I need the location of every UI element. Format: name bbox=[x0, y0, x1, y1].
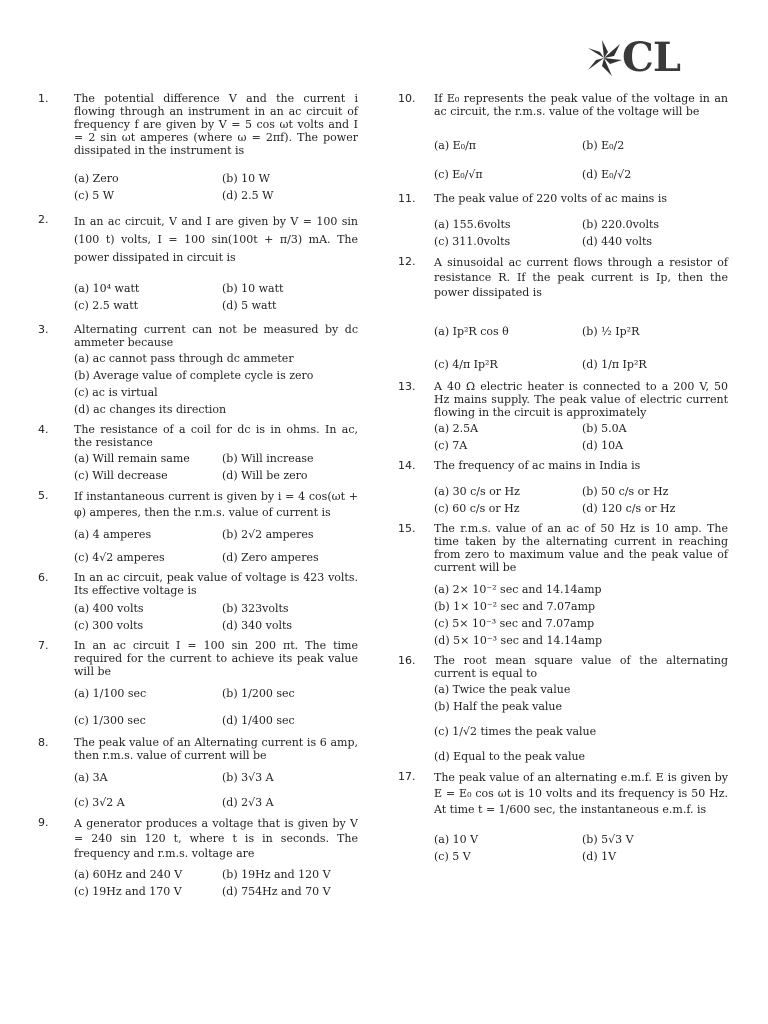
logo-text: CL bbox=[622, 34, 680, 81]
option: (d) ac changes its direction bbox=[74, 403, 227, 416]
question-number: 9. bbox=[38, 816, 49, 829]
question-3 bbox=[38, 323, 358, 417]
option: (a) 10 V bbox=[434, 833, 479, 846]
option: (b) 220.0volts bbox=[582, 218, 660, 231]
option: (c) 1/√2 times the peak value bbox=[434, 725, 597, 738]
question-number: 14. bbox=[398, 459, 416, 472]
question-number: 13. bbox=[398, 380, 416, 393]
question-9 bbox=[38, 816, 358, 899]
option: (b) 10 watt bbox=[222, 282, 284, 295]
option: (b) E₀/2 bbox=[582, 139, 625, 152]
question-number: 8. bbox=[38, 736, 49, 749]
option: (c) Will decrease bbox=[74, 469, 168, 482]
question-number: 1. bbox=[38, 92, 49, 105]
option: (a) 2.5A bbox=[434, 422, 479, 435]
option: (d) 5× 10⁻³ sec and 14.14amp bbox=[434, 634, 603, 647]
option: (d) 440 volts bbox=[582, 235, 653, 248]
option: (d) 2√3 A bbox=[222, 796, 274, 809]
option: (c) 300 volts bbox=[74, 619, 144, 632]
question-text: The peak value of an Alternating current is 6 amp, then r.m.s. value of current will be bbox=[74, 736, 358, 762]
option: (c) ac is virtual bbox=[74, 386, 158, 399]
question-text: The peak value of an alternating e.m.f. E is given by E = E₀ cos ωt is 10 volts and its frequency is 50 Hz. At time t = 1/600 sec, the instantaneous e.m.f. is bbox=[434, 771, 728, 816]
option: (b) 2√2 amperes bbox=[222, 528, 314, 541]
option: (c) 2.5 watt bbox=[74, 299, 139, 312]
option: (a) 2× 10⁻² sec and 14.14amp bbox=[434, 583, 602, 596]
question-5 bbox=[38, 489, 358, 565]
option: (c) 4/π Ip²R bbox=[434, 358, 498, 371]
question-text: In an ac circuit I = 100 sin 200 πt. The time required for the current to achieve its peak value will be bbox=[74, 639, 358, 678]
question-text: If instantaneous current is given by i = 4 cos(ωt + φ) amperes, then the r.m.s. value of current is bbox=[74, 490, 358, 519]
option: (a) E₀/π bbox=[434, 139, 477, 152]
question-15 bbox=[398, 522, 728, 648]
option: (b) 1/200 sec bbox=[222, 687, 295, 700]
question-17 bbox=[398, 770, 728, 864]
question-number: 7. bbox=[38, 639, 49, 652]
option: (b) ½ Ip²R bbox=[582, 325, 640, 338]
option: (a) 400 volts bbox=[74, 602, 144, 615]
question-text: In an ac circuit, peak value of voltage is 423 volts. Its effective voltage is bbox=[74, 571, 358, 597]
option: (a) 10⁴ watt bbox=[74, 282, 140, 295]
option: (d) Zero amperes bbox=[222, 551, 319, 564]
option: (b) 1× 10⁻² sec and 7.07amp bbox=[434, 600, 596, 613]
question-text: A sinusoidal ac current flows through a resistor of resistance R. If the peak current is Ip, then the power dissipated is bbox=[434, 256, 728, 299]
option: (d) 1V bbox=[582, 850, 617, 863]
option: (c) 4√2 amperes bbox=[74, 551, 165, 564]
option: (a) 30 c/s or Hz bbox=[434, 485, 520, 498]
option: (c) 60 c/s or Hz bbox=[434, 502, 520, 515]
option: (d) 1/π Ip²R bbox=[582, 358, 647, 371]
option: (c) 311.0volts bbox=[434, 235, 511, 248]
option: (a) 4 amperes bbox=[74, 528, 152, 541]
question-16 bbox=[398, 654, 728, 764]
question-text: The resistance of a coil for dc is in ohms. In ac, the resistance bbox=[74, 423, 358, 449]
option: (a) Twice the peak value bbox=[434, 683, 571, 696]
option: (d) Will be zero bbox=[222, 469, 308, 482]
question-text: A generator produces a voltage that is given by V = 240 sin 120 t, where t is in seconds. The frequency and r.m.s. voltage are bbox=[74, 817, 358, 860]
question-number: 2. bbox=[38, 213, 49, 226]
option: (c) 3√2 A bbox=[74, 796, 125, 809]
option: (c) 19Hz and 170 V bbox=[74, 885, 182, 898]
question-text: In an ac circuit, V and I are given by V = 100 sin (100 t) volts, I = 100 sin(100t + π/3) mA. The power dissipated in circuit is bbox=[74, 215, 358, 264]
question-number: 16. bbox=[398, 654, 416, 667]
option: (b) 5.0A bbox=[582, 422, 627, 435]
question-2 bbox=[38, 213, 358, 313]
question-12 bbox=[398, 255, 728, 372]
option: (c) 7A bbox=[434, 439, 468, 452]
question-number: 5. bbox=[38, 489, 49, 502]
question-6 bbox=[38, 571, 358, 633]
option: (b) Half the peak value bbox=[434, 700, 563, 713]
option: (c) 5 W bbox=[74, 189, 115, 202]
question-7 bbox=[38, 639, 358, 728]
option: (a) Zero bbox=[74, 172, 119, 185]
option: (d) 120 c/s or Hz bbox=[582, 502, 676, 515]
option: (c) 5 V bbox=[434, 850, 471, 863]
option: (b) Average value of complete cycle is zero bbox=[74, 369, 314, 382]
option: (b) 3√3 A bbox=[222, 771, 274, 784]
question-text: The potential difference V and the current i flowing through an instrument in an ac circuit of frequency f are given by V = 5 cos ωt volts and I = 2 sin ωt amperes (where ω = 2πf). The power dissipated in the instrument is bbox=[74, 92, 358, 157]
option: (d) 5 watt bbox=[222, 299, 277, 312]
option: (b) 323volts bbox=[222, 602, 289, 615]
question-text: The r.m.s. value of an ac of 50 Hz is 10 amp. The time taken by the alternating current in reaching from zero to maximum value and the peak value of current will be bbox=[434, 522, 728, 574]
option: (d) 2.5 W bbox=[222, 189, 274, 202]
option: (c) E₀/√π bbox=[434, 168, 483, 181]
question-number: 11. bbox=[398, 192, 416, 205]
option: (a) 3A bbox=[74, 771, 108, 784]
option: (a) Will remain same bbox=[74, 452, 190, 465]
question-number: 10. bbox=[398, 92, 416, 105]
question-text: If E₀ represents the peak value of the voltage in an ac circuit, the r.m.s. value of the voltage will be bbox=[434, 92, 728, 118]
question-8 bbox=[38, 736, 358, 810]
question-number: 6. bbox=[38, 571, 49, 584]
question-text: A 40 Ω electric heater is connected to a 200 V, 50 Hz mains supply. The peak value of electric current flowing in the circuit is approximately bbox=[434, 380, 728, 419]
option: (a) 60Hz and 240 V bbox=[74, 868, 183, 881]
option: (d) E₀/√2 bbox=[582, 168, 632, 181]
question-number: 15. bbox=[398, 522, 416, 535]
question-number: 4. bbox=[38, 423, 49, 436]
option: (b) 19Hz and 120 V bbox=[222, 868, 331, 881]
question-11 bbox=[398, 192, 728, 249]
option: (b) 5√3 V bbox=[582, 833, 634, 846]
question-text: The root mean square value of the alternating current is equal to bbox=[434, 654, 728, 680]
left-column bbox=[38, 92, 358, 905]
question-number: 17. bbox=[398, 770, 416, 783]
option: (a) 155.6volts bbox=[434, 218, 511, 231]
option: (c) 5× 10⁻³ sec and 7.07amp bbox=[434, 617, 595, 630]
option: (a) Ip²R cos θ bbox=[434, 325, 509, 338]
option: (c) 1/300 sec bbox=[74, 714, 146, 727]
question-1 bbox=[38, 92, 358, 203]
right-column bbox=[398, 92, 728, 870]
question-13 bbox=[398, 380, 728, 453]
question-4 bbox=[38, 423, 358, 483]
option: (d) Equal to the peak value bbox=[434, 750, 586, 763]
option: (a) ac cannot pass through dc ammeter bbox=[74, 352, 294, 365]
question-text: Alternating current can not be measured by dc ammeter because bbox=[74, 323, 358, 349]
question-10 bbox=[398, 92, 728, 182]
question-number: 12. bbox=[398, 255, 416, 268]
option: (d) 1/400 sec bbox=[222, 714, 295, 727]
option: (b) Will increase bbox=[222, 452, 314, 465]
option: (d) 10A bbox=[582, 439, 624, 452]
option: (b) 10 W bbox=[222, 172, 270, 185]
question-text: The frequency of ac mains in India is bbox=[434, 459, 641, 472]
option: (a) 1/100 sec bbox=[74, 687, 147, 700]
question-text: The peak value of 220 volts of ac mains is bbox=[434, 192, 667, 205]
option: (b) 50 c/s or Hz bbox=[582, 485, 669, 498]
option: (d) 340 volts bbox=[222, 619, 293, 632]
option: (d) 754Hz and 70 V bbox=[222, 885, 331, 898]
question-number: 3. bbox=[38, 323, 49, 336]
question-14 bbox=[398, 459, 728, 516]
